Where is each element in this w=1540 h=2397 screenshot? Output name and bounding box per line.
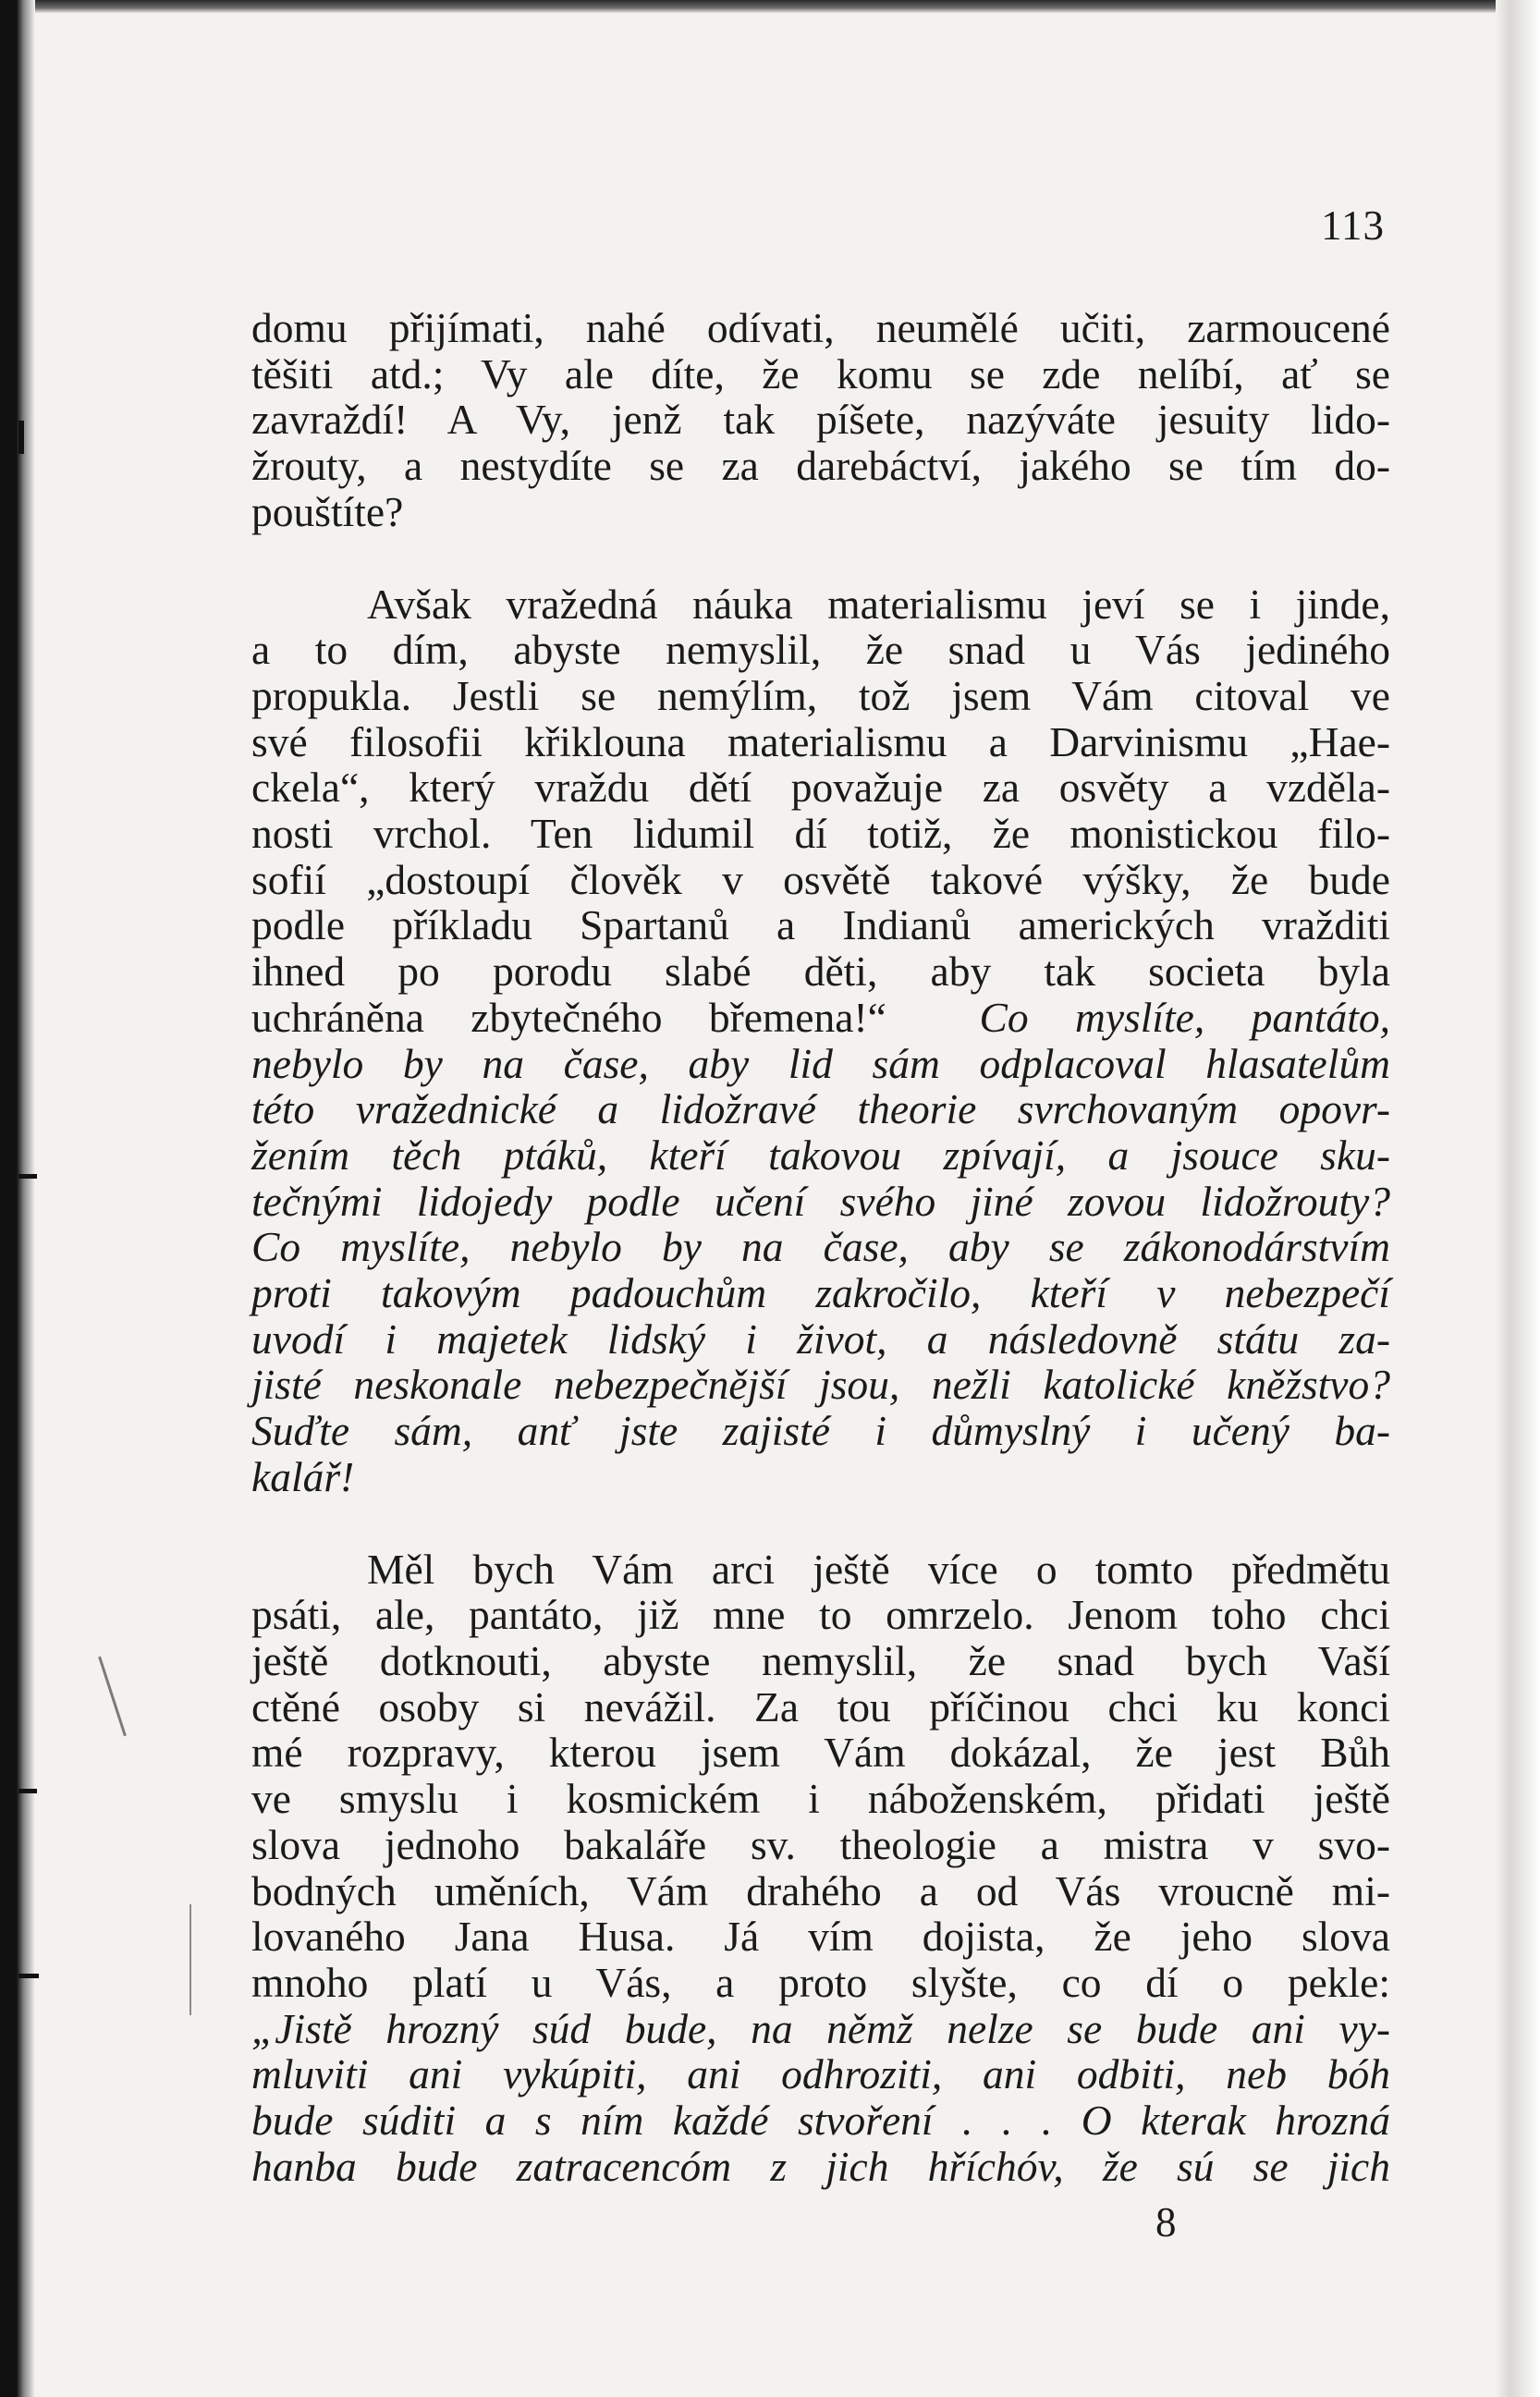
- text-line: kalář!: [251, 1452, 355, 1500]
- paragraph-2: [251, 581, 1390, 1500]
- paragraph-1: [251, 305, 1390, 535]
- text-line: domu přijímati, nahé odívati, neumělé učiti, zarmoucené: [251, 304, 1390, 351]
- text-line: nebylo by na čase, aby lid sám odplacoval hlasatelům: [251, 1039, 1390, 1087]
- text-line: ctěné osoby si nevážil. Za tou příčinou chci ku konci: [251, 1682, 1390, 1730]
- text-line: tečnými lidojedy podle učení svého jiné zovou lidožrouty?: [251, 1177, 1390, 1225]
- scan-top-edge: [0, 0, 1540, 13]
- text-line: zavraždí! A Vy, jenž tak píšete, nazýváte jesuity lido-: [251, 396, 1390, 444]
- text-line: žrouty, a nestydíte se za darebáctví, jakého se tím do-: [251, 442, 1390, 490]
- text-line: této vražednické a lidožravé theorie svrchovaným opovr-: [251, 1085, 1390, 1133]
- binding-mark: [18, 1974, 39, 2006]
- binding-mark: [18, 421, 37, 454]
- signature-mark: 8: [1155, 2199, 1177, 2245]
- text-run: uchráněna zbytečného břemena!“: [251, 993, 886, 1041]
- binding-mark: [18, 1789, 37, 1821]
- paper-scratch: [189, 1904, 191, 2015]
- text-line: propukla. Jestli se nemýlím, tož jsem Vám citoval ve: [251, 671, 1390, 719]
- paragraph-3: [251, 1547, 1390, 2190]
- text-line: Co myslíte, nebylo by na čase, aby se zákonodárstvím: [251, 1223, 1390, 1271]
- paper-scratch: [98, 1657, 127, 1737]
- text-line: žením těch ptáků, kteří takovou zpívají, a jsouce sku-: [251, 1131, 1390, 1179]
- text-line: mnoho platí u Vás, a proto slyšte, co dí o pekle:: [251, 1958, 1390, 2006]
- text-line: „Jistě hrozný súd bude, na němž nelze se bude ani vy-: [251, 2004, 1390, 2052]
- text-line: uvodí i majetek lidský i život, a následovně státu za-: [251, 1315, 1390, 1363]
- text-line: ve smyslu i kosmickém i náboženském, přidati ještě: [251, 1775, 1390, 1823]
- text-line: bodných uměních, Vám drahého a od Vás vroucně mi-: [251, 1866, 1390, 1914]
- text-line-mixed: [251, 995, 1390, 1041]
- text-line: své filosofii křiklouna materialismu a Darvinismu „Hae-: [251, 717, 1390, 765]
- text-line: a to dím, abyste nemyslil, že snad u Vás jediného: [251, 626, 1390, 674]
- text-line: Suďte sám, anť jste zajisté i důmyslný i učený ba-: [251, 1407, 1390, 1455]
- text-line: ještě dotknouti, abyste nemyslil, že snad bych Vaší: [251, 1636, 1390, 1684]
- text-line: slova jednoho bakaláře sv. theologie a mistra v svo-: [251, 1820, 1390, 1868]
- text-line: mluviti ani vykúpiti, ani odhroziti, ani odbiti, neb bóh: [251, 2050, 1390, 2098]
- text-line: těšiti atd.; Vy ale díte, že komu se zde nelíbí, ať se: [251, 349, 1390, 397]
- text-line: pouštíte?: [251, 487, 404, 535]
- text-line: Měl bych Vám arci ještě více o tomto předmětu: [367, 1545, 1390, 1593]
- scan-right-edge: [1496, 0, 1540, 2397]
- text-line: podle příkladu Spartanů a Indianů amerických vražditi: [251, 901, 1390, 949]
- text-line: mé rozpravy, kterou jsem Vám dokázal, že jest Bůh: [251, 1729, 1390, 1777]
- text-line: lovaného Jana Husa. Já vím dojista, že jeho slova: [251, 1913, 1390, 1961]
- text-line: nosti vrchol. Ten lidumil dí totiž, že monistickou filo-: [251, 810, 1390, 858]
- text-line: Avšak vražedná náuka materialismu jeví se i jinde,: [367, 580, 1390, 628]
- text-line: ckela“, který vraždu dětí považuje za osvěty a vzděla-: [251, 764, 1390, 812]
- text-line: ihned po porodu slabé děti, aby tak societa byla: [251, 948, 1390, 996]
- text-line: hanba bude zatracencóm z jich hříchóv, že sú se jich: [251, 2142, 1390, 2190]
- text-line: jisté neskonale nebezpečnější jsou, nežli katolické kněžstvo?: [251, 1361, 1390, 1409]
- body-text: [251, 305, 1390, 2189]
- text-line: bude súditi a s ním každé stvoření . . . O kterak hrozná: [251, 2097, 1390, 2145]
- text-run-italic: Co myslíte, pantáto,: [979, 993, 1390, 1041]
- binding-mark: [18, 1174, 37, 1206]
- page-number: 113: [1321, 202, 1385, 249]
- text-line: sofií „dostoupí člověk v osvětě takové výšky, že bude: [251, 855, 1390, 903]
- text-line: proti takovým padouchům zakročilo, kteří v nebezpečí: [251, 1269, 1390, 1317]
- text-line: psáti, ale, pantáto, již mne to omrzelo. Jenom toho chci: [251, 1591, 1390, 1639]
